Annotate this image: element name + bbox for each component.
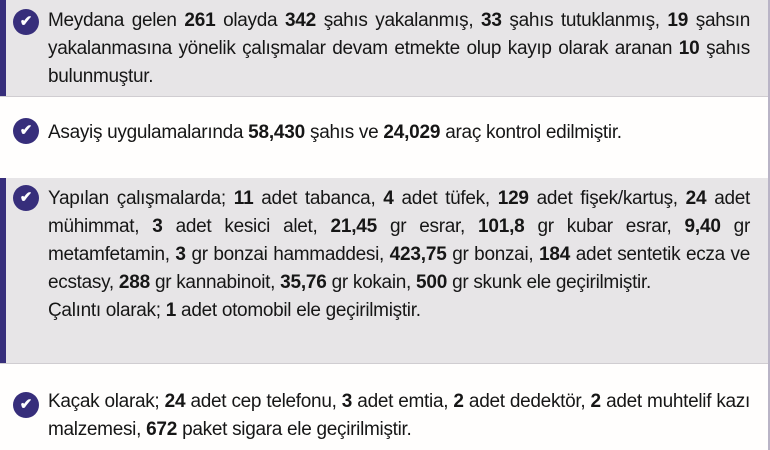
bullet-block-public-order: [0, 97, 770, 178]
bullet-block-smuggling: [0, 364, 770, 450]
bullet-block-incidents: [0, 0, 770, 97]
paragraph-text: Asayiş uygulamalarında 58,430 şahıs ve 24,029 araç kontrol edilmiştir.: [48, 122, 622, 143]
block-text: [48, 185, 750, 325]
block-text: [48, 7, 750, 91]
check-circle-icon: ✔: [13, 185, 39, 211]
paragraph-text: Çalıntı olarak; 1 adet otomobil ele geçirilmiştir.: [48, 300, 421, 321]
bullet-block-seizures: [0, 178, 770, 364]
block-text: [48, 388, 750, 444]
check-circle-icon: ✔: [13, 118, 39, 144]
paragraph-text: Meydana gelen 261 olayda 342 şahıs yakalanmış, 33 şahıs tutuklanmış, 19 şahsın yakalanmasına yönelik çalışmalar devam etmekte olup kayıp olarak aranan 10 şahıs bulunmuştur.: [48, 10, 750, 87]
block-text: [48, 119, 750, 147]
paragraph-text: Yapılan çalışmalarda; 11 adet tabanca, 4 adet tüfek, 129 adet fişek/kartuş, 24 adet mühimmat, 3 adet kesici alet, 21,45 gr esrar, 101,8 gr kubar esrar, 9,40 gr metamfetamin, 3 gr bonzai hammaddesi, 423,75 gr bonzai, 184 adet sentetik ecza ve ecstasy, 288 gr kannabinoit, 35,76 gr kokain, 500 gr skunk ele geçirilmiştir.: [48, 188, 751, 293]
check-circle-icon: ✔: [13, 9, 39, 35]
paragraph-text: Kaçak olarak; 24 adet cep telefonu, 3 adet emtia, 2 adet dedektör, 2 adet muhtelif kazı malzemesi, 672 paket sigara ele geçirilmiştir.: [48, 391, 750, 440]
check-circle-icon: ✔: [13, 392, 39, 418]
left-accent-bar: [0, 178, 6, 363]
left-accent-bar: [0, 0, 6, 96]
